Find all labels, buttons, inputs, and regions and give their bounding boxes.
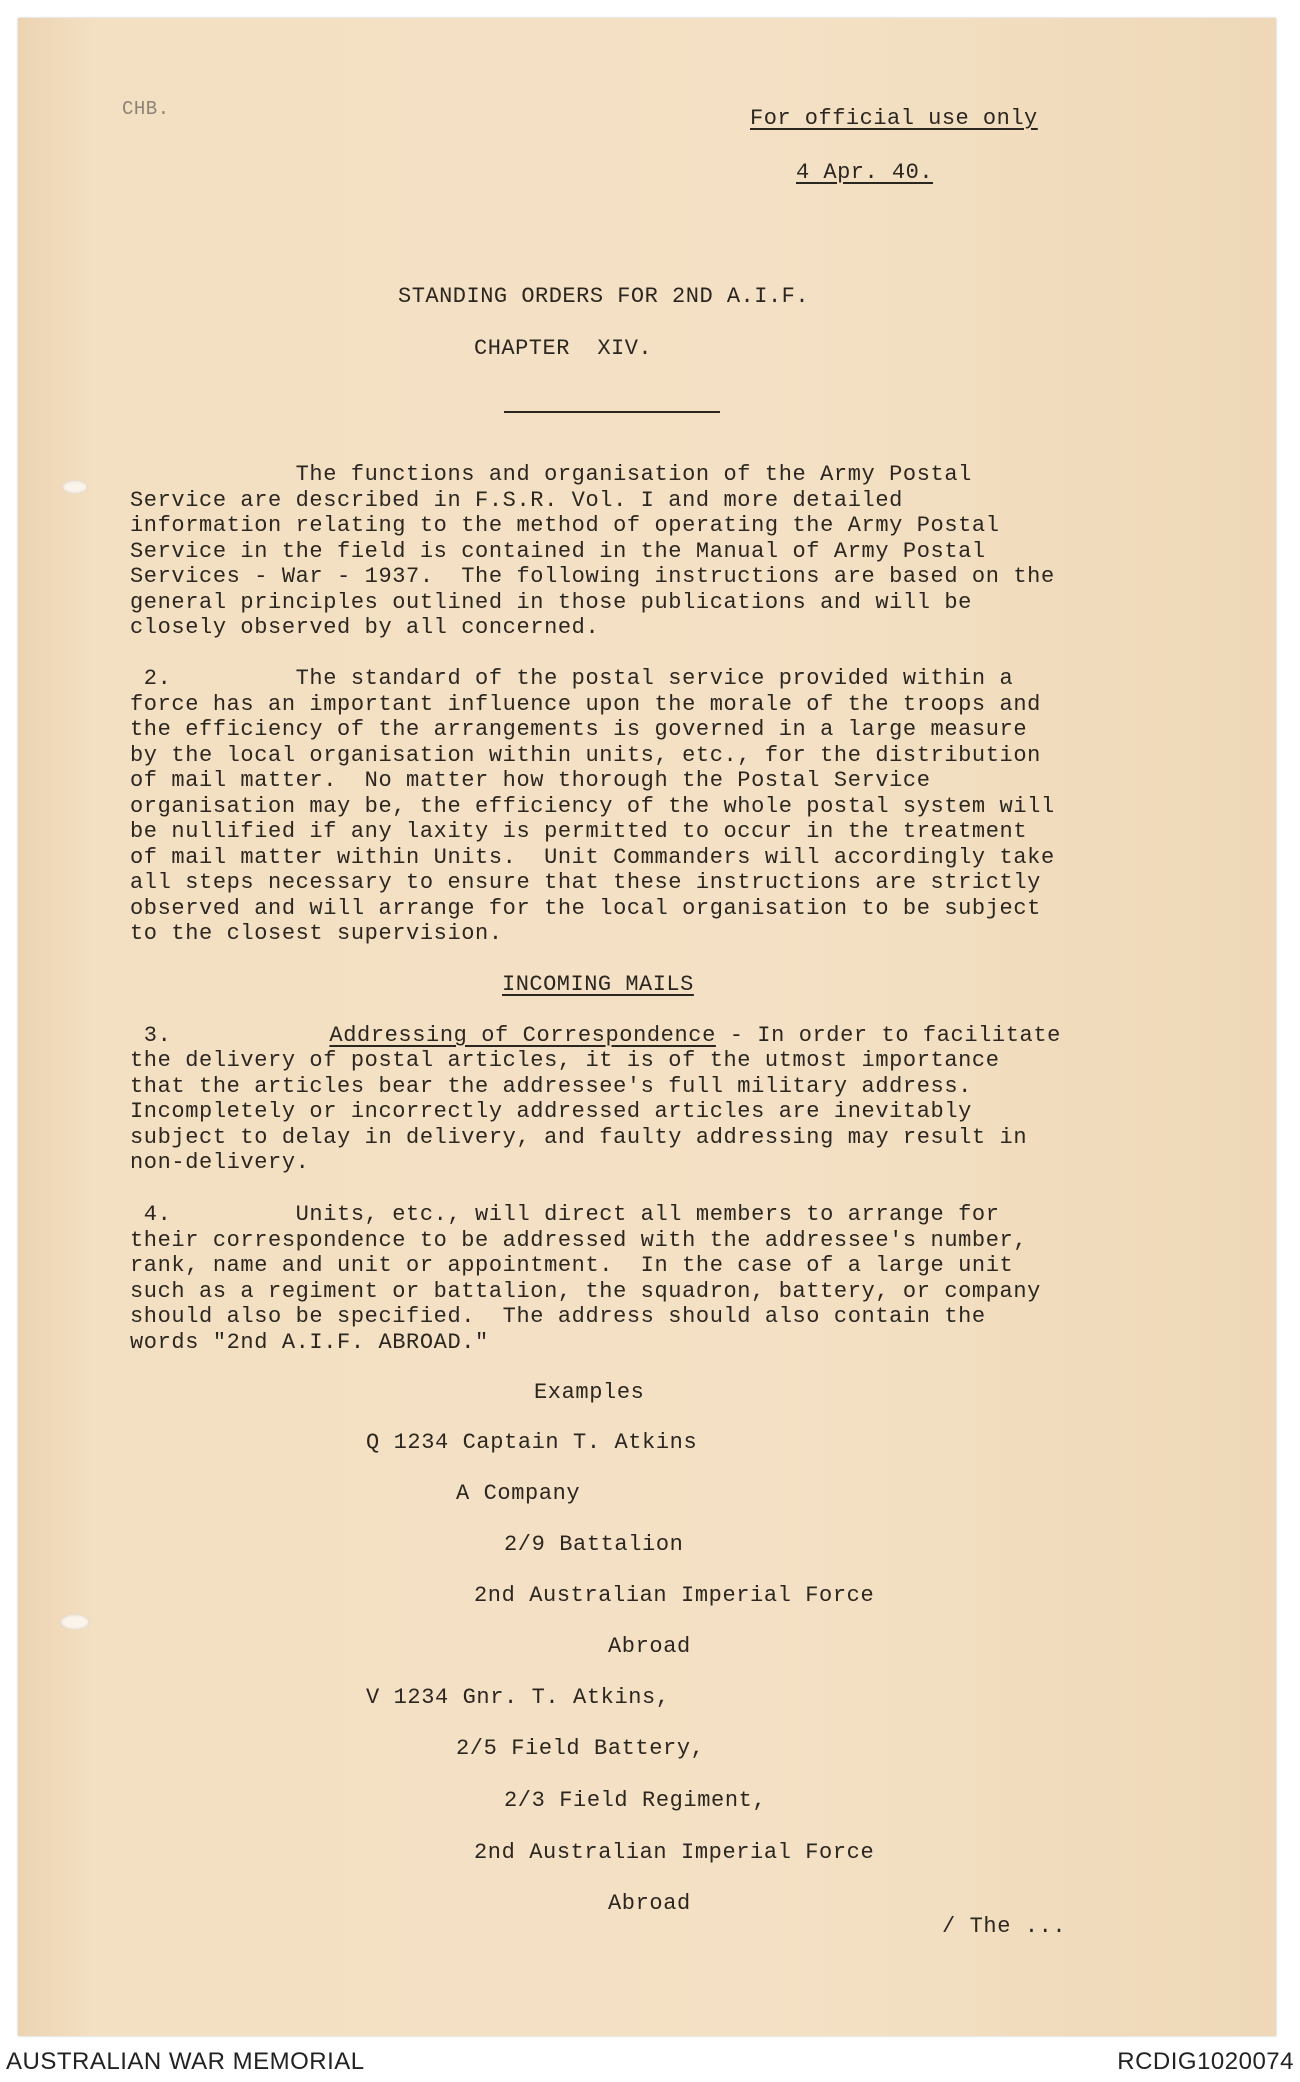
address-2-line-1: V 1234 Gnr. T. Atkins, (366, 1685, 670, 1710)
section-heading: INCOMING MAILS (502, 972, 694, 997)
address-2-line-5: Abroad (608, 1891, 691, 1916)
footer-archive-name: AUSTRALIAN WAR MEMORIAL (6, 2048, 365, 2075)
address-1-line-3: 2/9 Battalion (504, 1532, 684, 1557)
paragraph-3-heading: Addressing of Correspondence (329, 1023, 716, 1048)
address-1-line-4: 2nd Australian Imperial Force (474, 1583, 875, 1608)
paragraph-2: 2. The standard of the postal service provided within a force has an important influence upon the morale of the troops and the efficiency of the arrangements is governed in a large measure by the local organisation within units, etc., for the distribution of mail matter. No matter how thorough the Postal Service organisation may be, the efficiency of the whole postal system will be nullified if any laxity is permitted to occur in the treatment of mail matter within Units. Unit Commanders will accordingly take all steps necessary to ensure that these instructions are strictly observed and will arrange for the local organisation to be subject to the closest supervision. (130, 666, 1055, 946)
address-2-line-4: 2nd Australian Imperial Force (474, 1840, 875, 1865)
address-1-line-1: Q 1234 Captain T. Atkins (366, 1430, 698, 1455)
examples-heading: Examples (534, 1380, 645, 1405)
initials-mark: CHB. (122, 98, 170, 120)
address-1-line-2: A Company (456, 1481, 581, 1506)
paragraph-3-lead: - In order to facilitate (715, 1023, 1061, 1048)
paragraph-3-body: the delivery of postal articles, it is of the utmost importance that the articles bear the addressee's full military address. Incompletely or incorrectly addressed articles are inevitably subject to delay in delivery, and faulty addressing may result in non-delivery. (130, 1048, 1028, 1175)
document-title: STANDING ORDERS FOR 2ND A.I.F. (398, 284, 810, 309)
address-2-line-2: 2/5 Field Battery, (456, 1736, 705, 1761)
address-2-line-3: 2/3 Field Regiment, (504, 1788, 767, 1813)
punch-hole-mark (62, 480, 88, 494)
chapter-heading: CHAPTER XIV. (474, 336, 653, 361)
address-1-line-5: Abroad (608, 1634, 691, 1659)
punch-hole-mark (60, 1614, 90, 1630)
classification-label: For official use only (750, 106, 1038, 131)
continuation-marker: / The ... (942, 1914, 1067, 1939)
paragraph-1: The functions and organisation of the Army Postal Service are described in F.S.R. Vol. I and more detailed information relating to the method of operating the Army Postal Service in the field is contained in the Manual of Army Postal Services - War - 1937. The following instructions are based on the general principles outlined in those publications and will be closely observed by all concerned. (130, 462, 1055, 640)
footer-item-id: RCDIG1020074 (1117, 2048, 1294, 2075)
title-divider (504, 411, 720, 413)
document-date: 4 Apr. 40. (796, 160, 934, 185)
paragraph-3-first-line (130, 1023, 1190, 1049)
paragraph-4: 4. Units, etc., will direct all members to arrange for their correspondence to be addressed with the addressee's number, rank, name and unit or appointment. In the case of a large unit such as a regiment or battalion, the squadron, battery, or company should also be specified. The address should also contain the words "2nd A.I.F. ABROAD." (130, 1202, 1041, 1355)
paragraph-number: 3. (130, 1023, 172, 1048)
